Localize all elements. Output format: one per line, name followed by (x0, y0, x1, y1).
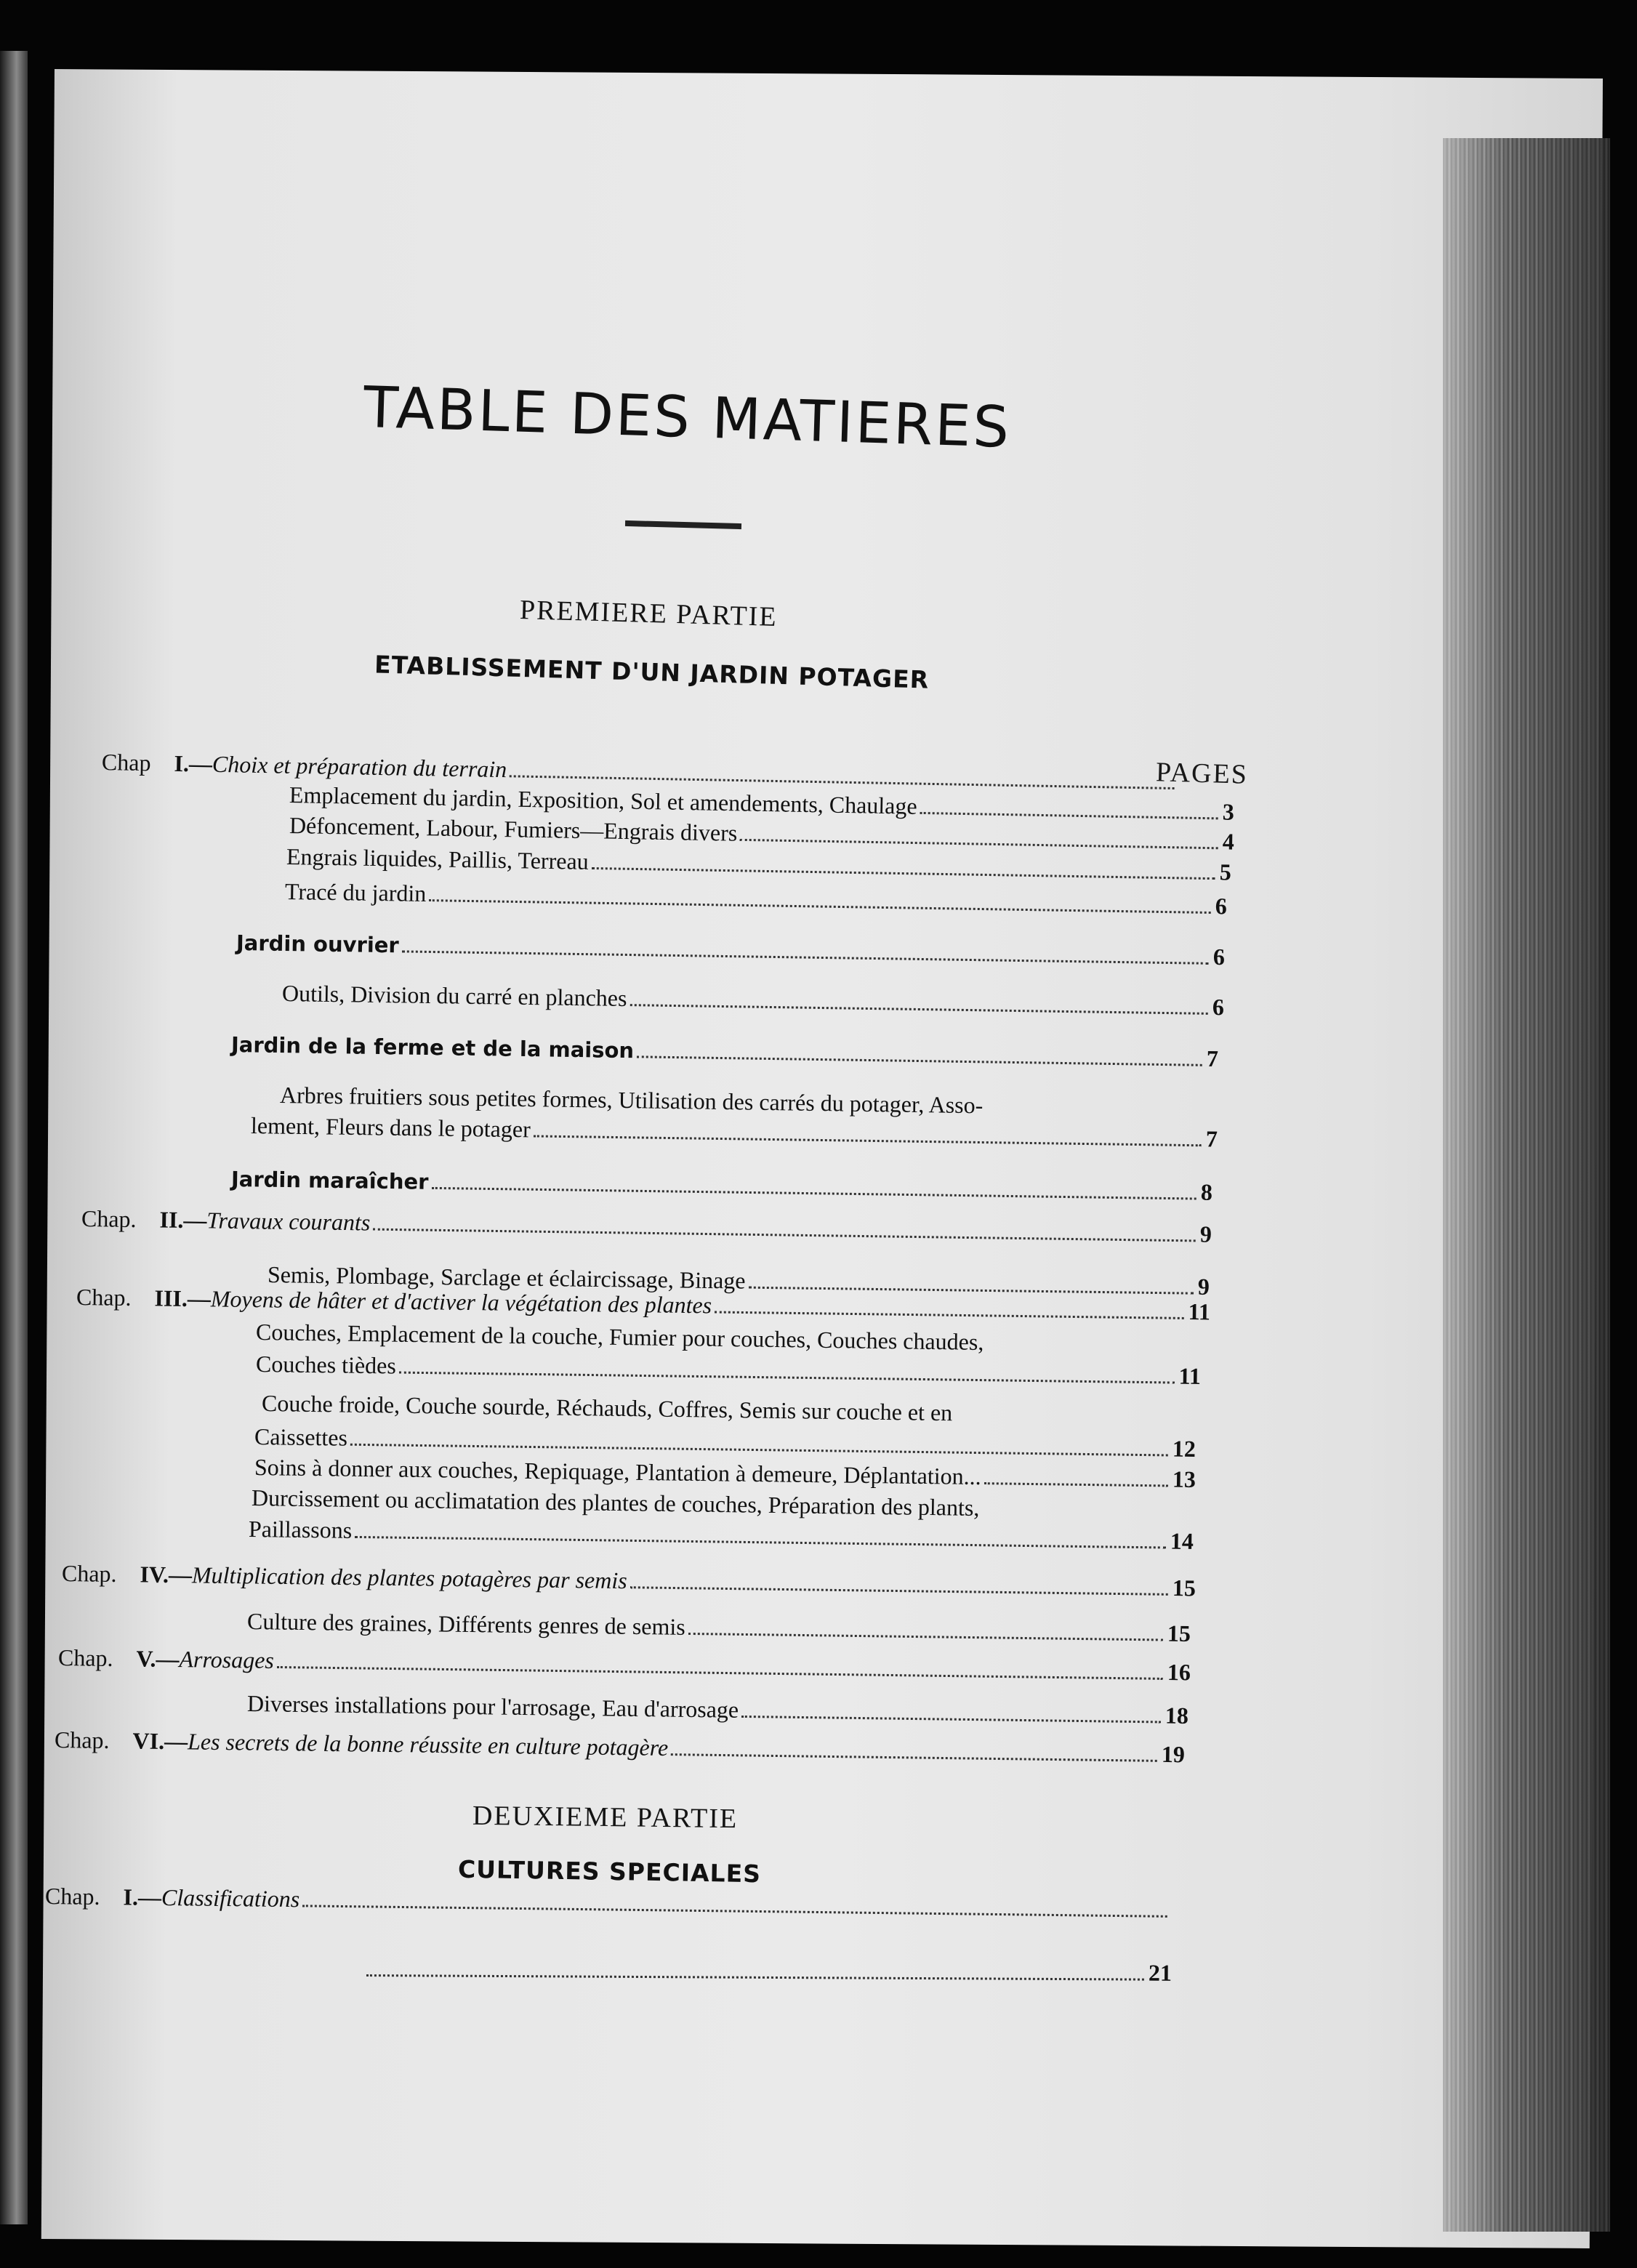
entry-text: Jardin ouvrier (236, 930, 400, 958)
page-number: 3 (1222, 798, 1235, 825)
chap-number: IV.— (140, 1561, 193, 1588)
page-number: 11 (1188, 1298, 1211, 1325)
chap-label: Chap. (44, 1883, 100, 1910)
title-rule (625, 520, 741, 529)
chap-title: Multiplication des plantes potagères par semis (191, 1561, 627, 1594)
dot-leader (592, 867, 1215, 880)
dot-leader (688, 1633, 1163, 1641)
part-one-heading: ETABLISSEMENT D'UN JARDIN POTAGER (374, 650, 930, 694)
chap-number: III.— (154, 1284, 212, 1312)
dot-leader (630, 1004, 1207, 1015)
toc-entry (247, 1690, 1188, 1729)
chap-title: Les secrets de la bonne réussite en culture potagère (187, 1728, 669, 1761)
page-number: 6 (1212, 943, 1226, 970)
chap-label: Chap. (54, 1726, 110, 1753)
dot-leader (715, 1311, 1184, 1319)
chap-title: Choix et préparation du terrain (212, 750, 507, 783)
chap-label: Chap (101, 749, 151, 776)
chap-title: Moyens de hâter et d'activer la végétation des plantes (210, 1285, 712, 1319)
dot-leader (671, 1753, 1157, 1762)
entry-text: Soins à donner aux couches, Repiquage, Plantation à demeure, Déplantation... (254, 1454, 981, 1490)
chap-number: VI.— (132, 1727, 188, 1755)
chap-number: I.— (123, 1883, 162, 1910)
entry-text: Semis, Plombage, Sarclage et éclaircissage, Binage (267, 1261, 746, 1294)
toc-entry-text-line: Couche froide, Couche sourde, Réchauds, Coffres, Semis sur couche et en (261, 1390, 953, 1426)
toc-entry-text-line: Durcissement ou acclimatation des plantes de couches, Préparation des plants, (251, 1484, 980, 1521)
dot-leader (637, 1055, 1202, 1066)
toc-entry-leader-continuation (363, 1955, 1172, 1987)
chap-label: Chap. (61, 1560, 117, 1587)
page-title: TABLE DES MATIERES (362, 374, 1013, 461)
entry-text: Outils, Division du carré en planches (281, 980, 627, 1012)
dot-leader (350, 1444, 1168, 1457)
chap-number: II.— (159, 1206, 207, 1234)
entry-text: Diverses installations pour l'arrosage, Eau d'arrosage (246, 1690, 739, 1723)
dot-leader (920, 812, 1218, 820)
chap-label: Chap. (57, 1644, 113, 1671)
page-number: 4 (1222, 828, 1235, 855)
part-one-label: PREMIERE PARTIE (519, 595, 779, 632)
dot-leader (373, 1228, 1196, 1242)
dot-leader (431, 1187, 1196, 1200)
entry-text: Tracé du jardin (284, 878, 427, 907)
chap-label: Chap. (81, 1205, 137, 1233)
chap-title: Arrosages (179, 1646, 275, 1673)
dot-leader (740, 839, 1218, 849)
part-two-label: DEUXIEME PARTIE (472, 1800, 739, 1835)
entry-text: Caissettes (254, 1423, 348, 1451)
toc-entry-chap-5 (58, 1644, 1191, 1686)
page-number: 11 (1178, 1362, 1202, 1390)
dot-leader (355, 1536, 1166, 1549)
chap-title: Classifications (161, 1883, 300, 1913)
entry-text: Couches tièdes (255, 1351, 397, 1379)
page-number: 16 (1167, 1658, 1191, 1686)
toc-entry-part2-chap-1 (45, 1883, 1172, 1923)
toc-entry (251, 1112, 1218, 1153)
dot-leader (429, 899, 1211, 914)
entry-text: lement, Fleurs dans le potager (250, 1112, 531, 1143)
entry-text: Jardin maraîcher (230, 1167, 429, 1194)
toc-entry (247, 1608, 1191, 1647)
toc-entry-jardin-maraicher (231, 1165, 1212, 1206)
page-number: 9 (1197, 1273, 1210, 1300)
dot-leader (630, 1586, 1168, 1596)
page-number: 14 (1170, 1527, 1194, 1555)
chap-number: I.— (174, 749, 213, 777)
toc-entry (249, 1516, 1194, 1555)
dot-leader (741, 1716, 1161, 1724)
chap-title: Travaux courants (206, 1207, 371, 1236)
entry-text: Défoncement, Labour, Fumiers—Engrais divers (289, 812, 738, 846)
page-number: 6 (1215, 893, 1228, 920)
dot-leader (399, 1372, 1175, 1384)
dot-leader (534, 1135, 1202, 1146)
page-number: 15 (1172, 1575, 1196, 1601)
page-number: 12 (1172, 1435, 1196, 1462)
page-number: 15 (1167, 1620, 1191, 1646)
part-two-heading: CULTURES SPECIALES (457, 1854, 762, 1889)
page-number: 18 (1165, 1702, 1189, 1729)
entry-text: Culture des graines, Différents genres de semis (246, 1608, 685, 1640)
page-number: 19 (1161, 1740, 1186, 1768)
entry-text: Paillassons (248, 1516, 353, 1543)
entry-text: Engrais liquides, Paillis, Terreau (286, 843, 589, 874)
toc-entry (282, 980, 1224, 1021)
entry-text: Jardin de la ferme et de la maison (230, 1032, 635, 1063)
dot-leader (402, 950, 1209, 964)
page-number: 7 (1206, 1045, 1219, 1072)
chap-number: V.— (136, 1645, 180, 1673)
toc-entry-chap-2 (81, 1205, 1212, 1248)
toc-entry-jardin-ouvrier (236, 929, 1225, 970)
page-number: 6 (1212, 993, 1225, 1021)
toc-entry (285, 878, 1227, 920)
toc-entry-jardin-ferme (231, 1031, 1218, 1072)
page-number: 13 (1172, 1465, 1196, 1492)
dot-leader (984, 1482, 1167, 1487)
toc-entry-text-line: Arbres fruitiers sous petites formes, Utilisation des carrés du potager, Asso- (279, 1082, 984, 1119)
dot-leader (366, 1974, 1144, 1981)
toc-entry-chap-4 (62, 1560, 1196, 1601)
page-number: 9 (1199, 1221, 1212, 1247)
dot-leader (277, 1666, 1163, 1680)
toc-entry-chap-6 (55, 1726, 1185, 1768)
chap-label: Chap. (76, 1284, 132, 1311)
dot-leader (302, 1905, 1167, 1918)
page-number: 5 (1219, 858, 1232, 885)
pages-column-header: PAGES (1155, 757, 1249, 790)
toc-entry (256, 1351, 1201, 1390)
page-number: 7 (1205, 1125, 1218, 1152)
entry-text: Emplacement du jardin, Exposition, Sol et amendements, Chaulage (289, 781, 917, 819)
page-number: 21 (1148, 1959, 1173, 1986)
toc-entry-text-line: Couches, Emplacement de la couche, Fumier pour couches, Couches chaudes, (255, 1319, 984, 1355)
page-number: 8 (1200, 1178, 1213, 1205)
